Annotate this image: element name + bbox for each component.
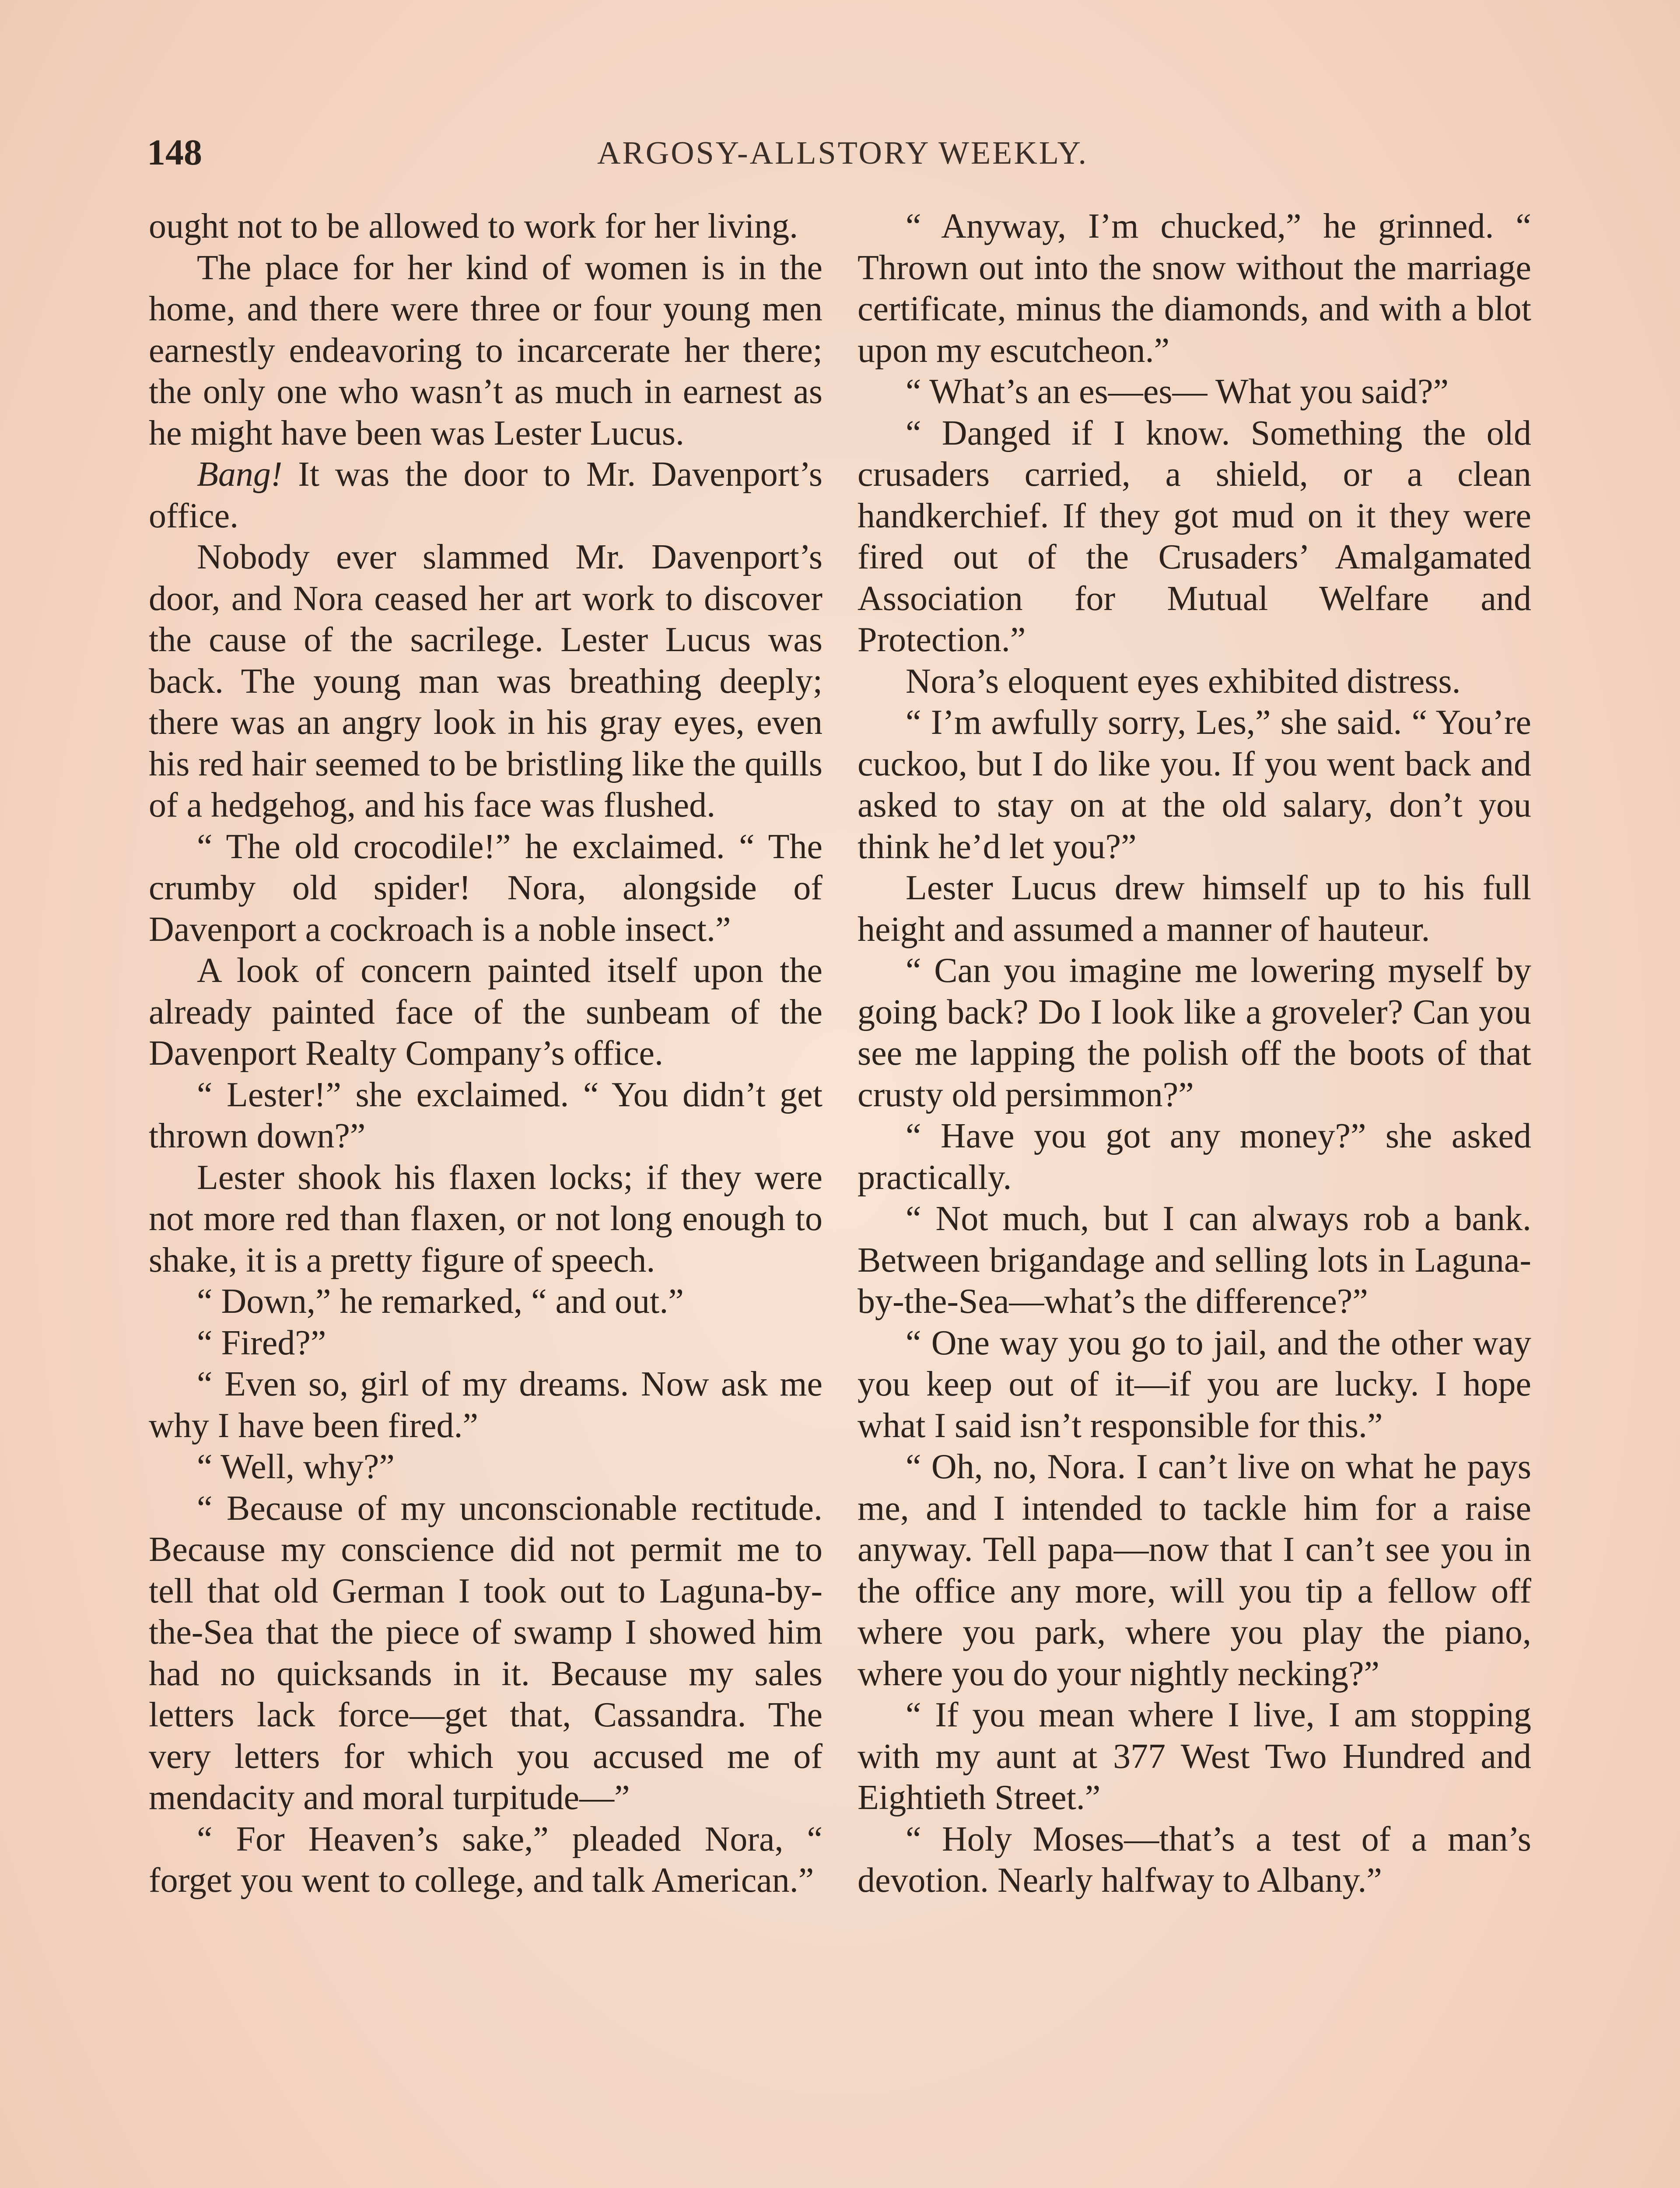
paragraph: “ Lester!” she exclaimed. “ You didn’t get thrown down?” [149, 1075, 822, 1155]
paragraph: “ Have you got any money?” she asked practically. [858, 1117, 1531, 1197]
paragraph: “ Oh, no, Nora. I can’t live on what he pays me, and I intended to tackle him for a raise anyway. Tell papa—now that I can’t see you in the office any more, will you tip a fellow off where you park, where you play the piano, where you do your nightly necking?” [858, 1448, 1531, 1693]
paragraph: The place for her kind of women is in the home, and there were three or four young men earnestly endeavoring to incarcerate her there; the only one who wasn’t as much in earnest as he might have been was Lester Lucus. [149, 248, 822, 452]
page-number: 148 [147, 132, 202, 173]
bang-word: Bang! [197, 455, 283, 494]
paragraph: “ The old crocodile!” he exclaimed. “ The crumby old spider! Nora, alongside of Davenport a cockroach is a noble insect.” [149, 827, 822, 949]
paragraph: Nobody ever slammed Mr. Davenport’s door, and Nora ceased her art work to discover the cause of the sacrilege. Lester Lucus was back. The young man was breathing deeply; there was an angry look in his gray eyes, even his red hair seemed to be bristling like the quills of a hedgehog, and his face was flushed. [149, 538, 822, 824]
left-text-column [149, 206, 822, 1901]
running-head: ARGOSY-ALLSTORY WEEKLY. [597, 135, 1088, 171]
paragraph: “ Because of my unconscionable rectitude. Because my conscience did not permit me to tell that old German I took out to Laguna-by-the-Sea that the piece of swamp I showed him had no quicksands in it. Because my sales letters lack force—get that, Cassandra. The very letters for which you accused me of mendacity and moral turpitude—” [149, 1489, 822, 1817]
paragraph: “ One way you go to jail, and the other way you keep out of it—if you are lucky. I hope what I said isn’t responsible for this.” [858, 1323, 1531, 1445]
paragraph: “ Anyway, I’m chucked,” he grinned. “ Thrown out into the snow without the marriage certificate, minus the diamonds, and with a blot upon my escutcheon.” [858, 207, 1531, 370]
page-header [147, 131, 1538, 188]
paragraph: “ Even so, girl of my dreams. Now ask me why I have been fired.” [149, 1365, 822, 1445]
paragraph-text: It was the door to Mr. Davenport’s office. [149, 455, 822, 535]
paragraph: “ For Heaven’s sake,” pleaded Nora, “ forget you went to college, and talk American.” [149, 1820, 822, 1900]
right-text-column [858, 206, 1531, 1901]
paragraph: A look of concern painted itself upon the already painted face of the sunbeam of the Davenport Realty Company’s office. [149, 951, 822, 1073]
paragraph: “ Can you imagine me lowering myself by going back? Do I look like a groveler? Can you see me lapping the polish off the boots of that crusty old persimmon?” [858, 951, 1531, 1114]
paragraph: “ Danged if I know. Something the old crusaders carried, a shield, or a clean handkerchief. If they got mud on it they were fired out of the Crusaders’ Amalgamated Association for Mutual Welfare and Protection.” [858, 414, 1531, 659]
paragraph: “ What’s an es—es— What you said?” [906, 372, 1449, 411]
paragraph: Lester shook his flaxen locks; if they were not more red than flaxen, or not long enough to shake, it is a pretty figure of speech. [149, 1158, 822, 1280]
paragraph: “ If you mean where I live, I am stopping with my aunt at 377 West Two Hundred and Eightieth Street.” [858, 1696, 1531, 1817]
paragraph: “ Well, why?” [197, 1448, 395, 1486]
paragraph-bang [149, 454, 822, 536]
paragraph: “ Fired?” [197, 1323, 326, 1362]
paragraph: ought not to be allowed to work for her living. [149, 207, 798, 245]
paragraph: “ Down,” he remarked, “ and out.” [197, 1282, 684, 1321]
paragraph: Nora’s eloquent eyes exhibited distress. [906, 662, 1461, 701]
paragraph: “ Holy Moses—that’s a test of a man’s devotion. Nearly halfway to Albany.” [858, 1820, 1531, 1900]
paragraph: “ I’m awfully sorry, Les,” she said. “ You’re cuckoo, but I do like you. If you went back and asked to stay on at the old salary, don’t you think he’d let you?” [858, 703, 1531, 866]
paragraph: Lester Lucus drew himself up to his full height and assumed a manner of hauteur. [858, 869, 1531, 949]
paragraph: “ Not much, but I can always rob a bank. Between brigandage and selling lots in Laguna-by-the-Sea—what’s the difference?” [858, 1199, 1531, 1321]
